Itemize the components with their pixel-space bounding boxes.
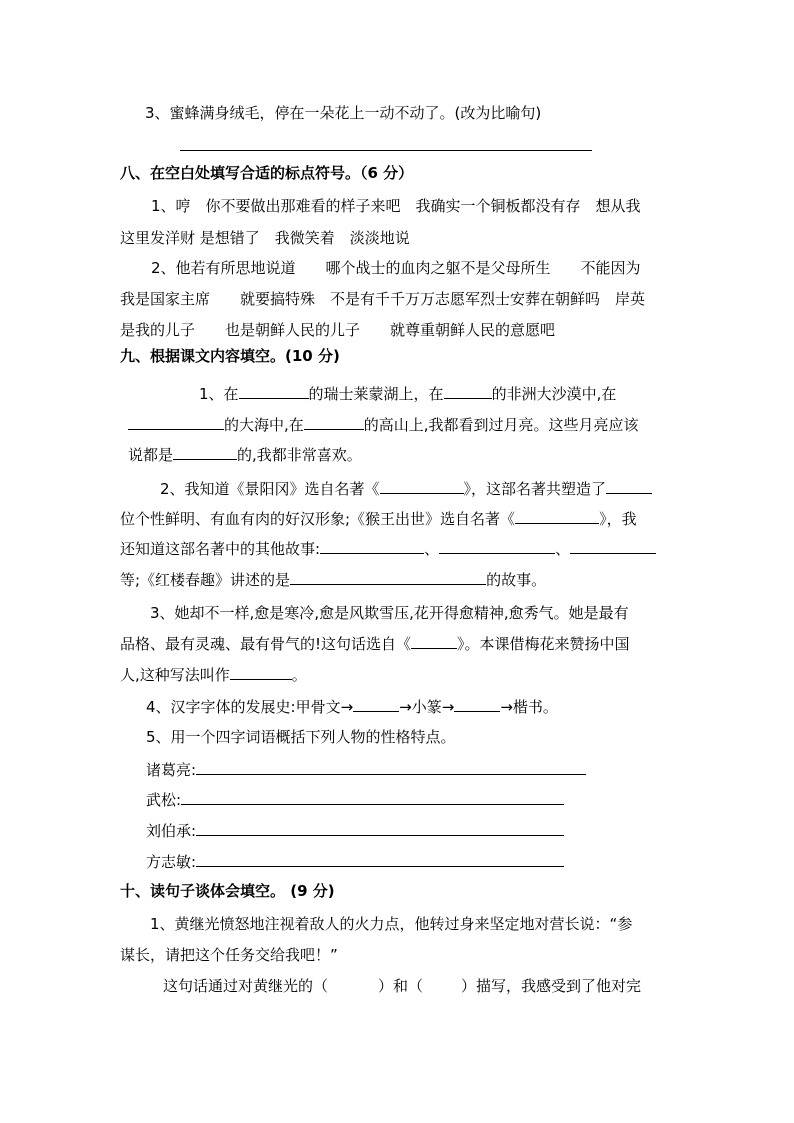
s9-q1-line2: 的大海中,在 的高山上,我都看到过月亮。这些月亮应该 <box>128 414 639 435</box>
blank-9[interactable] <box>320 538 424 554</box>
s10-q1-line2: 谋长，请把这个任务交给我吧！” <box>120 946 338 964</box>
blank-8[interactable] <box>515 508 599 524</box>
s9-q2-line2: 位个性鲜明、有血有肉的好汉形象;《猴王出世》选自名著《 》，我 <box>120 510 637 528</box>
section-9-title: 九、根据课文内容填空。(10 分) <box>120 347 340 365</box>
s9-q2-line4: 等;《红楼春趣》讲述的是 的故事。 <box>120 571 547 589</box>
s7-q3: 3、蜜蜂满身绒毛，停在一朵花上一动不动了。(改为比喻句) <box>145 104 542 122</box>
s9-q5-person-4: 方志敏: <box>146 851 564 872</box>
s9-q2-line3: 还知道这部名著中的其他故事: 、 、 <box>120 538 656 559</box>
s9-q1-line3: 说都是 的,我都非常喜欢。 <box>128 446 362 464</box>
s8-q2-line3: 是我的儿子 也是朝鲜人民的儿子 就尊重朝鲜人民的意愿吧 <box>120 321 556 339</box>
s9-q5-person-3: 刘伯承: <box>146 820 564 841</box>
blank-7[interactable] <box>606 478 652 494</box>
answer-zhugeliang[interactable] <box>196 759 586 775</box>
blank-11[interactable] <box>570 538 656 554</box>
answer-wusong[interactable] <box>181 789 564 805</box>
s9-q3-line3: 人,这种写法叫作 。 <box>120 666 307 684</box>
s8-q2-line1: 2、他若有所思地说道 哪个战士的血肉之躯不是父母所生 不能因为 <box>151 259 641 277</box>
blank-2[interactable] <box>444 383 492 399</box>
section-8-title: 八、在空白处填写合适的标点符号。（6 分） <box>120 164 414 182</box>
s9-q1-line1: 1、在 的瑞士莱蒙湖上，在 的非洲大沙漠中,在 <box>199 385 617 403</box>
s9-q2-line1: 2、我知道《景阳冈》选自名著《 》，这部名著共塑造了 <box>160 478 652 499</box>
blank-15[interactable] <box>353 696 399 712</box>
s9-q3-line1: 3、她却不一样,愈是寒冷,愈是风欺雪压,花开得愈精神,愈秀气。她是最有 <box>150 604 629 622</box>
blank-5[interactable] <box>173 444 237 460</box>
blank-6[interactable] <box>380 478 464 494</box>
s9-q4: 4、汉字字体的发展史:甲骨文→ →小篆→ →楷书。 <box>146 698 558 716</box>
s8-q2-line2: 我是国家主席 就要搞特殊 不是有千千万万志愿军烈士安葬在朝鲜吗 岸英 <box>120 290 646 308</box>
s8-q1-line1: 1、哼 你不要做出那难看的样子来吧 我确实一个铜板都没有存 想从我 <box>151 197 641 215</box>
answer-fangzhimin[interactable] <box>196 851 564 867</box>
s7-q3-answer-line[interactable] <box>180 150 592 151</box>
blank-12[interactable] <box>290 569 486 585</box>
section-10-title: 十、读句子谈体会填空。 (9 分) <box>120 882 335 900</box>
s8-q1-line2: 这里发洋财 是想错了 我微笑着 淡淡地说 <box>120 229 410 247</box>
blank-3[interactable] <box>128 414 224 430</box>
answer-liubocheng[interactable] <box>196 820 564 836</box>
blank-14[interactable] <box>230 664 292 680</box>
blank-13[interactable] <box>411 633 457 649</box>
s9-q3-line2: 品格、最有灵魂、最有骨气的!这句话选自《 》。本课借梅花来赞扬中国 <box>120 635 630 653</box>
s9-q5-person-2: 武松: <box>146 789 564 810</box>
s9-q5-title: 5、用一个四字词语概括下列人物的性格特点。 <box>146 728 456 746</box>
blank-10[interactable] <box>439 538 555 554</box>
s10-q1-line3: 这句话通过对黄继光的（ ）和（ ）描写，我感受到了他对完 <box>163 977 642 995</box>
s10-q1-line1: 1、黄继光愤怒地注视着敌人的火力点，他转过身来坚定地对营长说：“参 <box>150 915 633 933</box>
s9-q5-person-1: 诸葛亮: <box>146 759 586 780</box>
blank-1[interactable] <box>239 383 309 399</box>
blank-16[interactable] <box>454 696 500 712</box>
blank-4[interactable] <box>304 414 364 430</box>
